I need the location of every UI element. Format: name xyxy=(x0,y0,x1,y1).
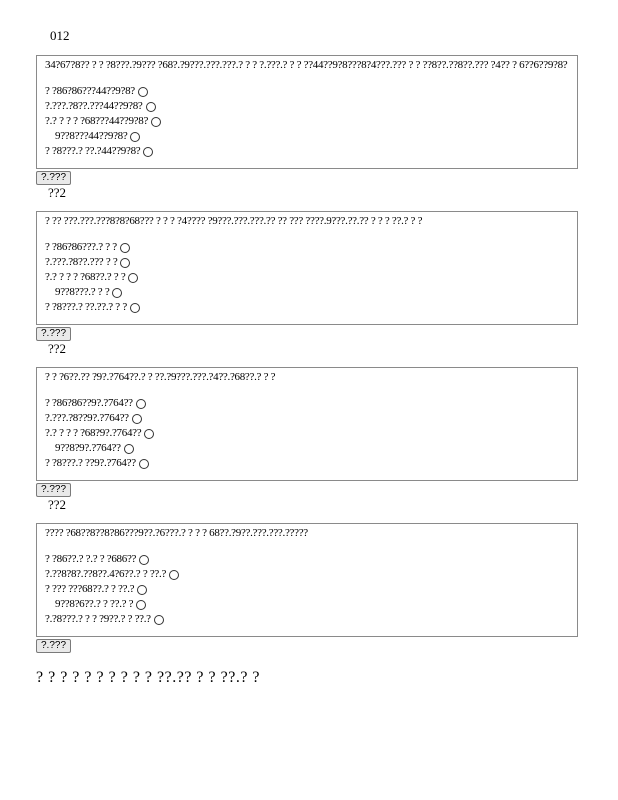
radio-button[interactable] xyxy=(137,585,147,595)
option-label: ? ?86??.? ?.? ? ?686?? xyxy=(45,553,137,565)
radio-button[interactable] xyxy=(120,258,130,268)
radio-button[interactable] xyxy=(169,570,179,580)
option-label: ? ?8???.? ??.??.? ? ? xyxy=(45,301,127,313)
option-label: ? ?86?86???44??9?8? xyxy=(45,85,135,97)
submit-button[interactable]: ?.??? xyxy=(36,327,71,341)
question-text: ? ?? ???.???.???8?8?68??? ? ? ? ?4???? ?9???.???.???.?? ?? ??? ????.9???.??.?? ? ? ? ??.? ? ? xyxy=(45,215,423,227)
option-label: ?.??8?8?.??8??.4?6??.? ? ??.? xyxy=(45,568,167,580)
radio-button[interactable] xyxy=(132,414,142,424)
question-text: ???? ?68??8??8?86???9??.?6???.? ? ? ? 68??.?9??.???.???.????? xyxy=(45,527,308,539)
submit-button[interactable]: ?.??? xyxy=(36,483,71,497)
option-item xyxy=(45,285,140,300)
option-label: ? ?8???.? ??.?44??9?8? xyxy=(45,145,141,157)
radio-button[interactable] xyxy=(136,399,146,409)
option-label: ?.?8???.? ? ? ?9??.? ? ??.? xyxy=(45,613,151,625)
radio-button[interactable] xyxy=(144,429,154,439)
radio-button[interactable] xyxy=(139,555,149,565)
option-item xyxy=(45,567,179,582)
radio-button[interactable] xyxy=(112,288,122,298)
option-label: ?.? ? ? ? ?68?9?.?764?? xyxy=(45,427,142,439)
option-label: ? ?8???.? ??9?.?764?? xyxy=(45,457,136,469)
option-label: ? ??? ???68??.? ? ??.? xyxy=(45,583,135,595)
option-label: ?.???.?8??.??? ? ? xyxy=(45,256,118,268)
page-number: 012 xyxy=(50,28,70,43)
option-label: ? ?86?86???.? ? ? xyxy=(45,241,117,253)
question-box-1 xyxy=(36,55,578,169)
question-box-3 xyxy=(36,367,578,481)
section-number: ??2 xyxy=(48,497,67,512)
radio-button[interactable] xyxy=(146,102,156,112)
option-label: 9??8?6??.? ? ??.? ? xyxy=(55,598,134,610)
option-item xyxy=(45,597,179,612)
option-item xyxy=(45,270,140,285)
section-number: ??2 xyxy=(48,185,67,200)
option-label: 9??8???.? ? ? xyxy=(55,286,110,298)
radio-button[interactable] xyxy=(130,132,140,142)
radio-button[interactable] xyxy=(128,273,138,283)
option-item xyxy=(45,84,161,99)
question-box-4 xyxy=(36,523,578,637)
submit-button[interactable]: ?.??? xyxy=(36,639,71,653)
option-label: ?.???.?8??.???44??9?8? xyxy=(45,100,143,112)
radio-button[interactable] xyxy=(124,444,134,454)
option-label: ?.???.?8??9?.?764?? xyxy=(45,412,129,424)
option-item xyxy=(45,255,140,270)
radio-button[interactable] xyxy=(154,615,164,625)
option-item xyxy=(45,411,154,426)
option-item xyxy=(45,441,154,456)
question-box-2 xyxy=(36,211,578,325)
question-text: 34?67?8?? ? ? ?8???.?9??? ?68?.?9???.???.???.? ? ? ?.???.? ? ? ??44??9?8???8?4???.??? ? ? ??8??.??8??.??? ?4?? ? 6??6??9?8? xyxy=(45,59,568,71)
section-number: ??2 xyxy=(48,341,67,356)
option-label: ? ?86?86??9?.?764?? xyxy=(45,397,133,409)
question-text: ? ? ?6??.?? ?9?.?764??.? ? ??.?9???.???.?4??.?68??.? ? ? xyxy=(45,371,276,383)
option-item xyxy=(45,612,179,627)
radio-button[interactable] xyxy=(143,147,153,157)
option-item xyxy=(45,99,161,114)
submit-button[interactable]: ?.??? xyxy=(36,171,71,185)
option-label: ?.? ? ? ? ?68??.? ? ? xyxy=(45,271,126,283)
option-item xyxy=(45,300,140,315)
option-item xyxy=(45,552,179,567)
radio-button[interactable] xyxy=(130,303,140,313)
option-label: ?.? ? ? ? ?68???44??9?8? xyxy=(45,115,149,127)
option-item xyxy=(45,456,154,471)
footer-text: ? ? ? ? ? ? ? ? ? ? ??.?? ? ? ??.? ? xyxy=(36,669,261,686)
radio-button[interactable] xyxy=(138,87,148,97)
radio-button[interactable] xyxy=(120,243,130,253)
radio-button[interactable] xyxy=(151,117,161,127)
option-label: 9??8???44??9?8? xyxy=(55,130,128,142)
option-item xyxy=(45,114,161,129)
option-item xyxy=(45,144,161,159)
option-item xyxy=(45,426,154,441)
radio-button[interactable] xyxy=(139,459,149,469)
option-item xyxy=(45,582,179,597)
option-item xyxy=(45,396,154,411)
radio-button[interactable] xyxy=(136,600,146,610)
option-label: 9??8?9?.?764?? xyxy=(55,442,121,454)
option-item xyxy=(45,240,140,255)
option-item xyxy=(45,129,161,144)
